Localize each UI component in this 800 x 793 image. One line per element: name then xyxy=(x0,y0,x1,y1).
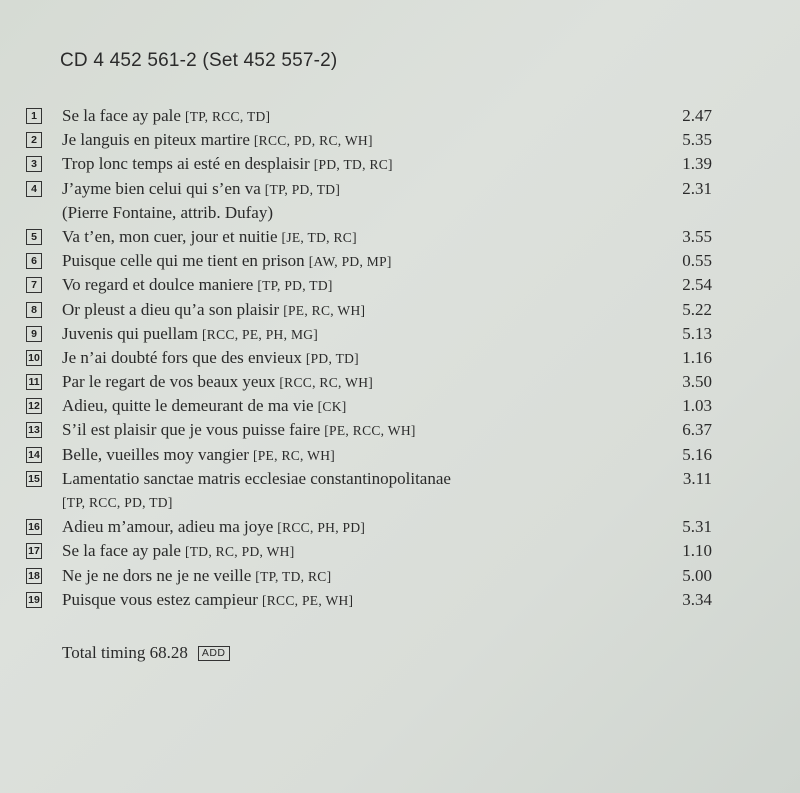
track-performers: [JE, TD, RC] xyxy=(281,229,357,245)
track-title-text: Lamentatio sanctae matris ecclesiae constantinopolitanae xyxy=(62,468,451,488)
track-duration: 2.31 xyxy=(682,178,712,198)
track-title xyxy=(62,467,451,491)
track-title-text: Adieu m’amour, adieu ma joye xyxy=(62,517,274,537)
track-number: 11 xyxy=(26,374,42,390)
track-title-text: Puisque vous estez campieur xyxy=(62,589,258,609)
track-number: 4 xyxy=(26,181,42,197)
track-row xyxy=(26,225,726,249)
track-row xyxy=(26,346,726,370)
track-row xyxy=(26,128,726,152)
total-timing xyxy=(62,643,230,663)
track-title-text: Belle, vueilles moy vangier xyxy=(62,444,249,464)
track-title-text: Puisque celle qui me tient en prison xyxy=(62,251,305,271)
track-duration: 3.11 xyxy=(682,468,712,488)
track-list xyxy=(26,104,726,612)
track-duration: 0.55 xyxy=(682,251,712,271)
track-duration: 3.34 xyxy=(682,589,712,609)
track-row xyxy=(26,370,726,394)
track-title-text: Je n’ai doubté fors que des envieux xyxy=(62,347,302,367)
track-number: 8 xyxy=(26,302,42,318)
track-row xyxy=(26,152,726,176)
track-title xyxy=(62,346,359,371)
track-title-text: Je languis en piteux martire xyxy=(62,130,250,150)
track-row xyxy=(26,588,726,612)
cd-catalog-header: CD 4 452 561-2 (Set 452 557-2) xyxy=(60,50,338,71)
track-duration: 2.47 xyxy=(682,106,712,125)
track-number: 17 xyxy=(26,543,42,559)
track-performers: [PE, RC, WH] xyxy=(283,302,366,318)
track-row xyxy=(26,418,726,442)
track-number: 13 xyxy=(26,422,42,438)
track-number: 15 xyxy=(26,471,42,487)
track-performers: [PE, RCC, WH] xyxy=(324,423,416,439)
track-title-text: S’il est plaisir que je vous puisse faire xyxy=(62,420,321,440)
track-performers: [RCC, PE, WH] xyxy=(261,592,354,608)
track-title xyxy=(62,564,331,589)
track-title-text: Va t’en, mon cuer, jour et nuitie xyxy=(62,226,278,246)
track-duration: 5.16 xyxy=(682,444,712,464)
track-performers: [CK] xyxy=(317,399,347,415)
track-number: 18 xyxy=(26,568,42,584)
track-duration: 5.13 xyxy=(682,323,712,343)
track-title xyxy=(62,298,365,323)
track-performers: [PD, TD] xyxy=(305,350,359,366)
track-title xyxy=(62,515,365,540)
track-title xyxy=(62,443,335,468)
track-duration: 1.03 xyxy=(682,396,712,416)
track-performers: [RCC, PD, RC, WH] xyxy=(253,133,373,149)
track-title-text: Or pleust a dieu qu’a son plaisir xyxy=(62,299,280,319)
track-row xyxy=(26,515,726,539)
track-performers: [PE, RC, WH] xyxy=(252,447,336,463)
track-title xyxy=(62,394,347,419)
track-duration: 5.00 xyxy=(682,565,712,585)
track-duration: 1.39 xyxy=(682,154,712,174)
track-row xyxy=(26,273,726,297)
track-performers: [RCC, RC, WH] xyxy=(279,375,374,391)
track-duration: 1.16 xyxy=(682,347,712,367)
track-title xyxy=(62,322,318,347)
track-row xyxy=(26,177,726,225)
track-row xyxy=(26,104,726,128)
track-performers: [TD, RC, PD, WH] xyxy=(184,544,295,560)
track-performers: [PD, TD, RC] xyxy=(313,157,393,173)
track-row xyxy=(26,467,726,515)
track-performers: [RCC, PE, PH, MG] xyxy=(201,326,319,342)
track-performers: [TP, TD, RC] xyxy=(255,568,332,584)
track-duration: 5.31 xyxy=(682,517,712,537)
track-extra-line: [TP, RCC, PD, TD] xyxy=(62,495,173,510)
total-timing-text: Total timing 68.28 xyxy=(62,643,188,662)
track-number: 2 xyxy=(26,132,42,148)
track-title xyxy=(62,249,392,274)
track-title-text: Se la face ay pale xyxy=(62,106,181,125)
track-title xyxy=(62,588,353,613)
track-number: 10 xyxy=(26,350,42,366)
track-performers: [AW, PD, MP] xyxy=(308,254,392,270)
track-row xyxy=(26,298,726,322)
track-title xyxy=(62,128,373,153)
track-title-text: Par le regart de vos beaux yeux xyxy=(62,372,276,392)
track-title xyxy=(62,104,270,129)
track-performers: [RCC, PH, PD] xyxy=(277,520,366,536)
track-number: 19 xyxy=(26,592,42,608)
track-duration: 3.55 xyxy=(682,226,712,246)
track-duration: 1.10 xyxy=(682,541,712,561)
track-title xyxy=(62,152,393,177)
track-number: 12 xyxy=(26,398,42,414)
track-title-text: Se la face ay pale xyxy=(62,541,181,561)
track-number: 3 xyxy=(26,156,42,172)
track-performers: [TP, RCC, TD] xyxy=(184,109,271,124)
track-number: 1 xyxy=(26,108,42,124)
track-title xyxy=(62,273,333,298)
track-duration: 6.37 xyxy=(682,420,712,440)
track-duration: 2.54 xyxy=(682,275,712,295)
track-extra-line: (Pierre Fontaine, attrib. Dufay) xyxy=(62,202,274,222)
track-row xyxy=(26,249,726,273)
track-row xyxy=(26,322,726,346)
track-duration: 5.22 xyxy=(682,299,712,319)
track-title-text: Juvenis qui puellam xyxy=(62,323,198,343)
add-badge: ADD xyxy=(198,646,230,661)
track-number: 16 xyxy=(26,519,42,535)
track-number: 6 xyxy=(26,253,42,269)
track-title-text: Ne je ne dors ne je ne veille xyxy=(62,565,252,585)
track-row xyxy=(26,394,726,418)
track-row xyxy=(26,539,726,563)
track-duration: 5.35 xyxy=(682,130,712,150)
track-title xyxy=(62,177,340,202)
track-performers: [TP, PD, TD] xyxy=(257,278,333,294)
track-title xyxy=(62,539,295,564)
track-row xyxy=(26,564,726,588)
track-number: 9 xyxy=(26,326,42,342)
track-title-text: Vo regard et doulce maniere xyxy=(62,275,254,295)
track-number: 14 xyxy=(26,447,42,463)
track-title-text: Trop lonc temps ai esté en desplaisir xyxy=(62,154,310,174)
track-number: 7 xyxy=(26,277,42,293)
track-title xyxy=(62,418,416,443)
track-title xyxy=(62,225,357,250)
track-title-text: Adieu, quitte le demeurant de ma vie xyxy=(62,396,314,416)
track-performers: [TP, PD, TD] xyxy=(264,181,341,197)
track-row xyxy=(26,443,726,467)
track-number: 5 xyxy=(26,229,42,245)
track-title xyxy=(62,370,373,395)
track-title-text: J’ayme bien celui qui s’en va xyxy=(62,178,261,198)
track-duration: 3.50 xyxy=(682,372,712,392)
